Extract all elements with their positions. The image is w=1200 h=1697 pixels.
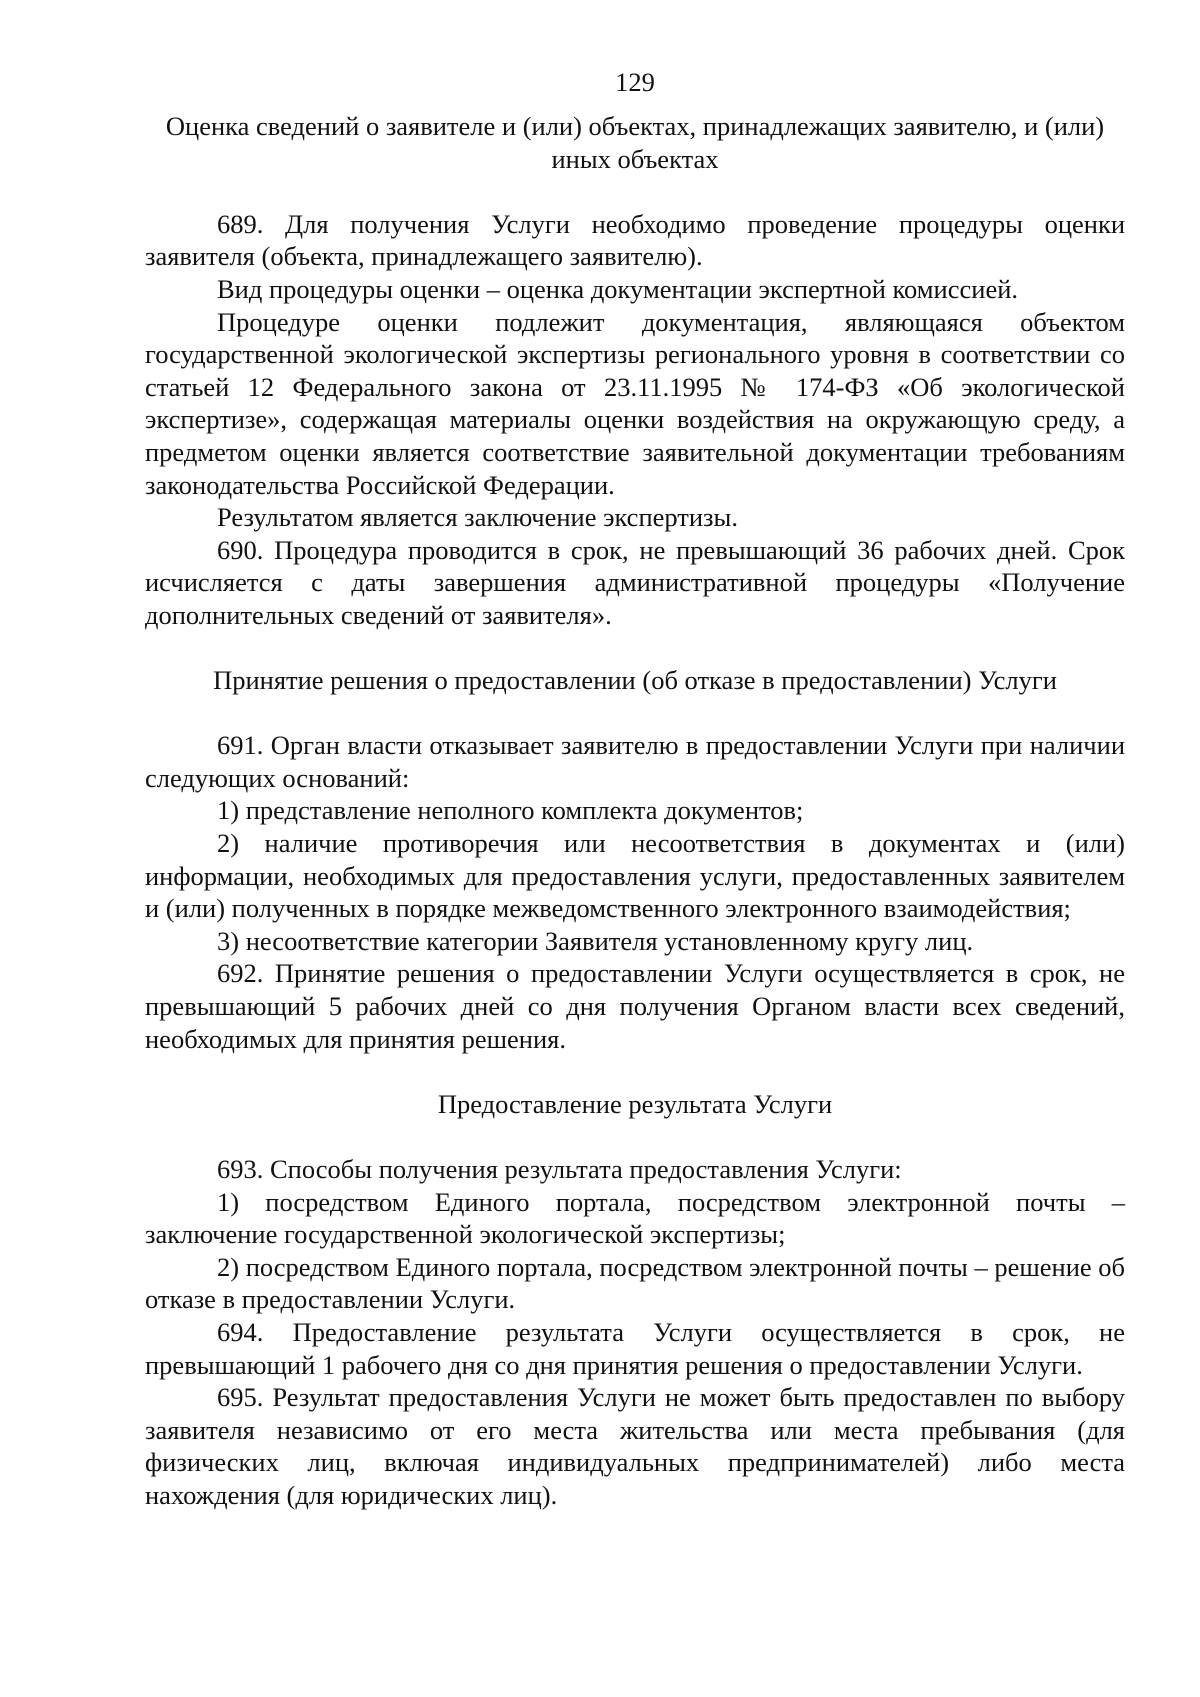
paragraph: 2) наличие противоречия или несоответствия в документах и (или) информации, необходимых для предоставления услуги, предоставленных заявителем и (или) полученных в порядке межведомственного электронного взаимодействия; [145, 828, 1125, 924]
section-heading: Принятие решения о предоставлении (об отказе в предоставлении) Услуги [213, 665, 1057, 696]
page-number: 129 [615, 67, 655, 97]
spacer [145, 175, 1125, 208]
paragraph: 693. Способы получения результата предоставления Услуги: [217, 1154, 902, 1184]
paragraph: Вид процедуры оценки – оценка документации экспертной комиссией. [217, 273, 1019, 304]
spacer [145, 632, 1125, 665]
paragraph: 2) посредством Единого портала, посредством электронной почты – решение об отказе в предоставлении Услуги. [145, 1251, 1126, 1315]
paragraph: 695. Результат предоставления Услуги не может быть предоставлен по выбору заявителя независимо от его места жительства или места пребывания (для физических лиц, включая индивидуальных предпринимателей) либо места нахождения (для юридических лиц). [145, 1382, 1125, 1510]
paragraph: 694. Предоставление результата Услуги осуществляется в срок, не превышающий 1 рабочего дня со дня принятия решения о предоставлении Услуги. [145, 1316, 1125, 1380]
spacer [145, 697, 1125, 730]
paragraph: 1) представление неполного комплекта документов; [217, 795, 804, 826]
paragraph: 3) несоответствие категории Заявителя установленному кругу лиц. [217, 925, 974, 956]
section-heading: Предоставление результата Услуги [437, 1088, 833, 1119]
paragraph: 692. Принятие решения о предоставлении Услуги осуществляется в срок, не превышающий 5 рабочих дней со дня получения Органом власти всех сведений, необходимых для принятия решения. [145, 958, 1125, 1054]
spacer [145, 1120, 1125, 1153]
paragraph: Результатом является заключение экспертизы. [217, 502, 738, 533]
document-page [145, 66, 1125, 1512]
paragraph: 1) посредством Единого портала, посредством электронной почты – заключение государственной экологической экспертизы; [145, 1186, 1125, 1250]
paragraph: 691. Орган власти отказывает заявителю в предоставлении Услуги при наличии следующих оснований: [145, 730, 1125, 793]
spacer [145, 1055, 1125, 1088]
section-heading: Оценка сведений о заявителе и (или) объектах, принадлежащих заявителю, и (или) иных объектах [165, 111, 1105, 174]
paragraph: 689. Для получения Услуги необходимо проведение процедуры оценки заявителя (объекта, принадлежащего заявителю). [145, 208, 1125, 272]
paragraph: Процедуре оценки подлежит документация, являющаяся объектом государственной экологической экспертизы регионального уровня в соответствии со статьей 12 Федерального закона от 23.11.1995 № 174-ФЗ «Об экологической экспертизе», содержащая материалы оценки воздействия на окружающую среду, а предметом оценки является соответствие заявительной документации требованиям законодательства Российской Федерации. [145, 306, 1125, 500]
paragraph: 690. Процедура проводится в срок, не превышающий 36 рабочих дней. Срок исчисляется с даты завершения административной процедуры «Получение дополнительных сведений от заявителя». [145, 534, 1125, 630]
